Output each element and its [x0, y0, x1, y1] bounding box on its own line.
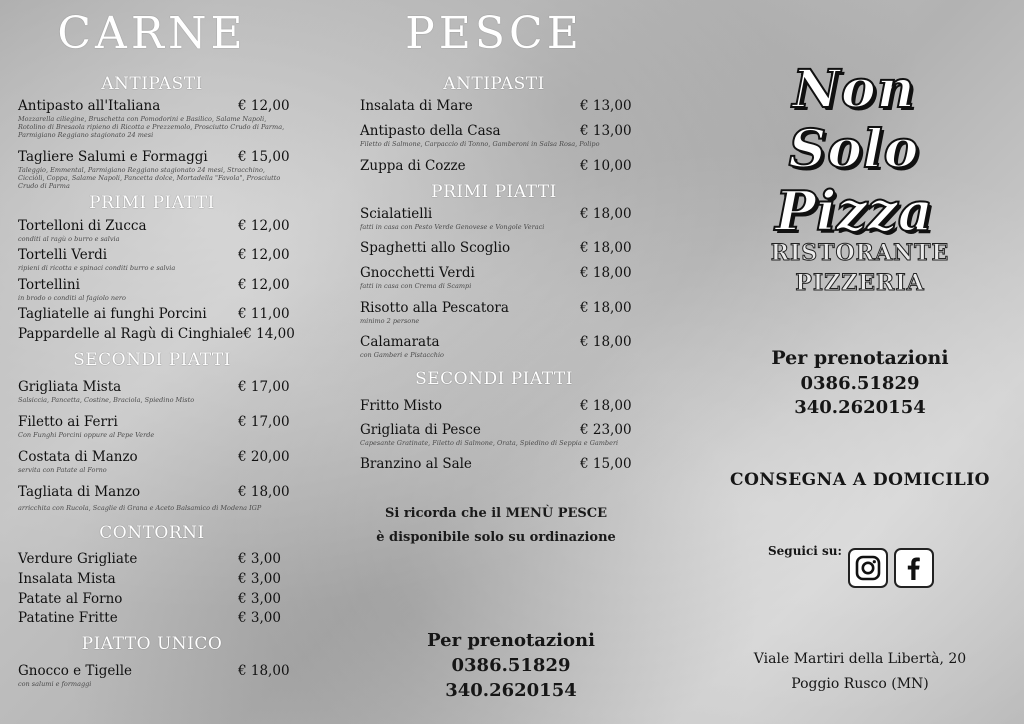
item-name: Gnocchetti Verdi [360, 265, 475, 281]
item-price: € 13,00 [580, 98, 632, 114]
carne-title: CARNE [57, 8, 247, 59]
item-price: € 18,00 [238, 663, 290, 679]
item-price: € 12,00 [238, 98, 290, 114]
item-name: Verdure Grigliate [18, 551, 138, 567]
brand-column [696, 0, 1024, 724]
item-price: € 18,00 [580, 240, 632, 256]
item-price: € 18,00 [580, 265, 632, 281]
menu-item [18, 218, 290, 243]
logo-line-1: Non Solo [788, 59, 920, 180]
item-name: Costata di Manzo [18, 449, 138, 465]
item-price: € 11,00 [238, 306, 290, 322]
pesce-phone-1[interactable]: 0386.51829 [451, 655, 571, 676]
item-price: € 3,00 [238, 571, 281, 587]
item-description: Taleggio, Emmental, Parmigiano Reggiano stagionato 24 mesi, Stracchino, Cicciòli, Coppa, Salame Napoli, Pancetta dolce, Mortadella "Favola", Prosciutto Crudo di Parma [18, 166, 281, 190]
item-price: € 3,00 [238, 591, 281, 607]
item-description: ripieni di ricotta e spinaci conditi burro e salvia [18, 264, 176, 272]
menu-item [360, 240, 632, 256]
instagram-icon[interactable] [848, 548, 888, 588]
menu-item [360, 456, 632, 472]
item-price: € 20,00 [238, 449, 290, 465]
item-description: Salsiccia, Pancetta, Costine, Braciola, Spiedino Misto [18, 396, 195, 404]
follow-label: Seguici su: [768, 544, 842, 558]
item-price: € 15,00 [238, 149, 290, 165]
menu-item [18, 571, 290, 587]
item-description: conditi al ragù o burro e salvia [18, 235, 120, 243]
address-line-2: Poggio Rusco (MN) [791, 676, 929, 692]
menu-item [18, 663, 290, 688]
item-price: € 13,00 [580, 123, 632, 139]
item-description: Con Funghi Porcini oppure al Pepe Verde [18, 431, 155, 439]
item-description: Filetto di Salmone, Carpaccio di Tonno, Gamberoni in Salsa Rosa, Polipo [360, 140, 600, 148]
menu-item [360, 422, 632, 447]
item-name: Tagliere Salumi e Formaggi [18, 149, 208, 165]
item-name: Tortellini [18, 277, 80, 293]
item-name: Scialatielli [360, 206, 433, 222]
menu-item [360, 300, 632, 325]
item-description: arricchita con Rucola, Scaglie di Grana e Aceto Balsamico di Modena IGP [18, 504, 262, 512]
item-name: Tortelloni di Zucca [18, 218, 147, 234]
menu-item [18, 247, 290, 272]
facebook-icon[interactable] [894, 548, 934, 588]
menu-item [360, 398, 632, 414]
item-name: Branzino al Sale [360, 456, 472, 472]
item-description: con Gamberi e Pistacchio [360, 351, 444, 359]
menu-item [18, 414, 290, 439]
carne-secondi-title: SECONDI PIATTI [73, 350, 231, 370]
item-price: € 10,00 [580, 158, 632, 174]
item-name: Fritto Misto [360, 398, 443, 414]
menu-item [360, 158, 632, 174]
item-name: Gnocco e Tigelle [18, 663, 133, 679]
item-price: € 18,00 [580, 334, 632, 350]
item-price: € 15,00 [580, 456, 632, 472]
menu-item [18, 449, 290, 474]
item-name: Tortelli Verdi [18, 247, 108, 263]
menu-item [360, 98, 632, 114]
item-price: € 18,00 [580, 300, 632, 316]
delivery-label: CONSEGNA A DOMICILIO [730, 470, 990, 490]
phone-2[interactable]: 340.2620154 [794, 397, 926, 418]
item-name: Tagliatelle ai funghi Porcini [18, 306, 207, 322]
menu-item [18, 149, 290, 190]
menu-item [18, 551, 290, 567]
item-price: € 12,00 [238, 277, 290, 293]
pesce-menu-column [356, 0, 632, 724]
item-name: Spaghetti allo Scoglio [360, 240, 511, 256]
pesce-primi-title: PRIMI PIATTI [431, 182, 557, 202]
item-price: € 18,00 [238, 484, 290, 500]
item-name: Antipasto della Casa [360, 123, 501, 139]
item-price: € 18,00 [580, 398, 632, 414]
item-price: € 17,00 [238, 379, 290, 395]
item-name: Grigliata Mista [18, 379, 122, 395]
carne-menu-column [14, 0, 295, 724]
menu-item [18, 306, 290, 322]
pesce-secondi-title: SECONDI PIATTI [415, 369, 573, 389]
carne-primi-title: PRIMI PIATTI [89, 193, 215, 213]
menu-item [18, 98, 290, 139]
contact-label: Per prenotazioni [771, 347, 949, 369]
item-name: Insalata di Mare [360, 98, 473, 114]
menu-item [360, 206, 632, 231]
item-name: Tagliata di Manzo [18, 484, 141, 500]
item-description: servita con Patate al Forno [18, 466, 107, 474]
item-description: fatti in casa con Pesto Verde Genovese e Vongole Veraci [360, 223, 545, 231]
pesce-antipasti-title: ANTIPASTI [443, 74, 545, 94]
item-price: € 12,00 [238, 218, 290, 234]
carne-contorni-title: CONTORNI [99, 523, 205, 543]
menu-item [18, 379, 290, 404]
menu-item [18, 610, 290, 626]
item-name: Pappardelle al Ragù di Cinghiale [18, 326, 244, 342]
item-name: Zuppa di Cozze [360, 158, 466, 174]
subtitle-ristorante: RISTORANTE [770, 240, 950, 266]
logo [724, 60, 984, 242]
item-name: Risotto alla Pescatora [360, 300, 509, 316]
menu-item [360, 123, 632, 148]
item-name: Patatine Fritte [18, 610, 118, 626]
item-price: € 14,00 [243, 326, 295, 342]
pesce-title: PESCE [405, 8, 583, 59]
item-description: in brodo o conditi al fagiolo nero [18, 294, 126, 302]
item-name: Insalata Mista [18, 571, 116, 587]
pesce-phone-2[interactable]: 340.2620154 [445, 680, 577, 701]
item-name: Filetto ai Ferri [18, 414, 118, 430]
menu-item [18, 277, 290, 302]
address-line-1: Viale Martiri della Libertà, 20 [753, 651, 967, 667]
menu-item [360, 265, 632, 290]
pesce-note-line2: è disponibile solo su ordinazione [376, 530, 616, 545]
menu-item [360, 334, 632, 359]
item-description: con salumi e formaggi [18, 680, 92, 688]
item-price: € 12,00 [238, 247, 290, 263]
item-description: Mozzarella ciliegine, Bruschetta con Pomodorini e Basilico, Salame Napoli, Rotolino di Bresaola ripieno di Ricotta e Prezzemolo, Prosciutto Crudo di Parma, Parmigiano Reggiano stagionato 24 mesi [18, 115, 285, 139]
item-description: minimo 2 persone [360, 317, 420, 325]
item-price: € 23,00 [580, 422, 632, 438]
phone-1[interactable]: 0386.51829 [800, 373, 920, 394]
item-name: Antipasto all'Italiana [18, 98, 161, 114]
item-name: Grigliata di Pesce [360, 422, 481, 438]
item-price: € 3,00 [238, 551, 281, 567]
item-name: Calamarata [360, 334, 440, 350]
subtitle-pizzeria: PIZZERIA [795, 270, 925, 296]
item-price: € 18,00 [580, 206, 632, 222]
item-description: Capesante Gratinate, Filetto di Salmone, Orata, Spiedino di Seppia e Gamberi [360, 439, 619, 447]
pesce-contact-label: Per prenotazioni [427, 630, 595, 651]
menu-item [18, 326, 295, 342]
item-price: € 3,00 [238, 610, 281, 626]
item-description: fatti in casa con Crema di Scampi [360, 282, 472, 290]
item-name: Patate al Forno [18, 591, 123, 607]
carne-piatto-unico-title: PIATTO UNICO [81, 634, 223, 654]
menu-item [18, 484, 290, 512]
item-price: € 17,00 [238, 414, 290, 430]
carne-antipasti-title: ANTIPASTI [101, 74, 203, 94]
logo-line-2: Pizza [775, 179, 933, 243]
pesce-note-line1: Si ricorda che il MENÙ PESCE [384, 506, 608, 521]
menu-item [18, 591, 290, 607]
